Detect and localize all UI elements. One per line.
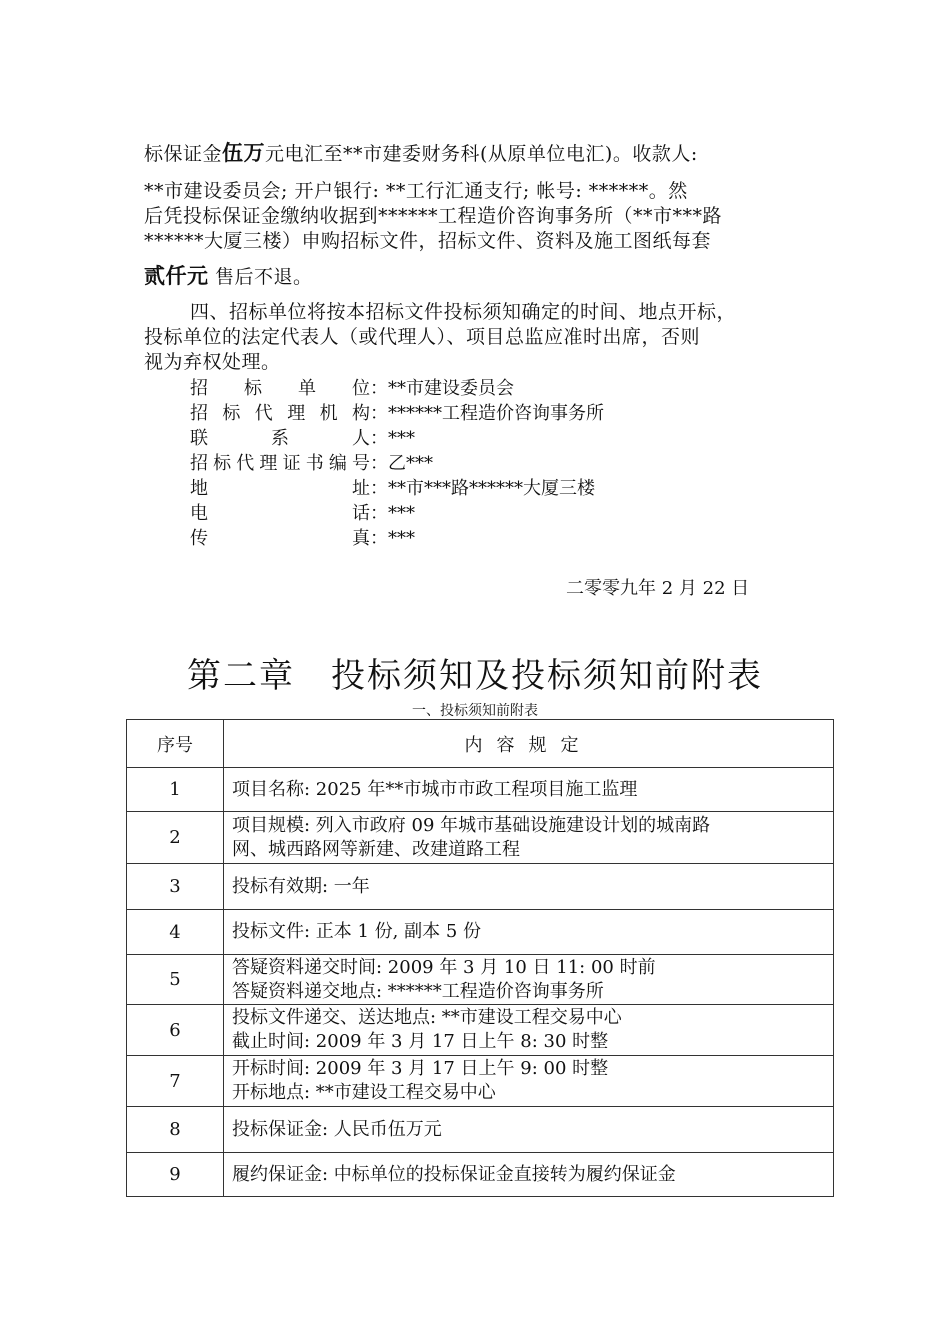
table-row: [127, 1005, 834, 1056]
row-num: 5: [127, 955, 224, 1005]
info-label: 招标代理证书编号: [190, 453, 370, 474]
info-row: [190, 399, 604, 425]
row-text: 项目名称: 2025 年**市城市市政工程项目施工监理: [232, 778, 638, 800]
row-num: 1: [127, 768, 224, 812]
table-row: [127, 864, 834, 910]
row-num: 3: [127, 864, 224, 910]
row-content: [224, 812, 834, 864]
text-run: 售后不退。: [208, 266, 313, 288]
row-num: 9: [127, 1153, 224, 1197]
header-content: 内容规定: [224, 720, 834, 768]
info-label: 招标单位: [190, 378, 370, 399]
text-line: 视为弃权处理。: [144, 351, 281, 373]
info-row: [190, 474, 595, 500]
row-content: [224, 864, 834, 910]
info-label: 传真: [190, 528, 370, 549]
row-text: 答疑资料递交时间: 2009 年 3 月 10 日 11: 00 时前: [232, 956, 656, 978]
row-text: 开标时间: 2009 年 3 月 17 日上午 9: 00 时整: [232, 1058, 609, 1079]
row-content: [224, 1056, 834, 1107]
row-text: 投标文件递交、送达地点: **市建设工程交易中心: [232, 1007, 622, 1028]
row-text: 投标保证金: 人民币伍万元: [232, 1118, 442, 1140]
info-row: [190, 524, 415, 550]
row-num: 7: [127, 1056, 224, 1107]
table-row: [127, 910, 834, 955]
notice-table: [126, 719, 834, 1197]
row-content: [224, 955, 834, 1005]
info-row: [190, 499, 415, 525]
row-content: [224, 910, 834, 955]
text-line: **市建设委员会; 开户银行: **工行汇通支行; 帐号: ******。然: [144, 180, 688, 202]
info-label: 联系人: [190, 428, 370, 449]
row-content: [224, 1153, 834, 1197]
row-num: 4: [127, 910, 224, 955]
info-value: ：**市***路******大厦三楼: [370, 478, 595, 499]
row-content: [224, 1005, 834, 1056]
row-text: 开标地点: **市建设工程交易中心: [232, 1082, 496, 1103]
info-row: [190, 374, 514, 400]
row-text: 项目规模: 列入市政府 09 年城市基础设施建设计划的城南路: [232, 814, 711, 836]
text-line: ******大厦三楼）申购招标文件，招标文件、资料及施工图纸每套: [144, 230, 712, 252]
info-label: 电话: [190, 503, 370, 524]
table-row: [127, 1153, 834, 1197]
text-line: 后凭投标保证金缴纳收据到******工程造价咨询事务所（**市***路: [144, 205, 723, 227]
info-value: ：乙***: [370, 453, 433, 474]
row-text: 截止时间: 2009 年 3 月 17 日上午 8: 30 时整: [232, 1031, 609, 1052]
text-line: [144, 260, 313, 290]
table-row: [127, 955, 834, 1005]
row-num: 2: [127, 812, 224, 864]
text-line: [144, 137, 698, 167]
table-row: [127, 812, 834, 864]
row-text: 答疑资料递交地点: ******工程造价咨询事务所: [232, 980, 604, 1002]
table-header-row: [127, 720, 834, 768]
text-line: 投标单位的法定代表人（或代理人）、项目总监应准时出席，否则: [144, 326, 701, 348]
row-text: 投标文件: 正本 1 份, 副本 5 份: [232, 921, 482, 942]
table-caption: 一、投标须知前附表: [412, 703, 538, 719]
info-label: 招标代理机构: [190, 403, 370, 424]
row-text: 履约保证金: 中标单位的投标保证金直接转为履约保证金: [232, 1163, 676, 1185]
row-content: [224, 1107, 834, 1153]
info-value: ：**市建设委员会: [370, 378, 514, 399]
table-row: [127, 1056, 834, 1107]
header-num: 序号: [127, 720, 224, 768]
row-content: [224, 768, 834, 812]
row-num: 8: [127, 1107, 224, 1153]
text-bold: 伍万: [222, 140, 266, 165]
table-row: [127, 768, 834, 812]
info-value: ：***: [370, 503, 415, 524]
chapter-title: 第二章 投标须知及投标须知前附表: [187, 656, 763, 696]
text-run: 标保证金: [144, 143, 223, 165]
info-value: ：***: [370, 428, 415, 449]
row-num: 6: [127, 1005, 224, 1056]
row-text: 网、城西路网等新建、改建道路工程: [232, 838, 520, 860]
info-value: ：***: [370, 528, 415, 549]
info-value: ：******工程造价咨询事务所: [370, 403, 604, 424]
document-date: 二零零九年 2 月 22 日: [566, 578, 750, 599]
info-row: [190, 424, 415, 450]
table-row: [127, 1107, 834, 1153]
info-row: [190, 449, 433, 475]
text-bold: 贰仟元: [144, 263, 209, 288]
text-run: 元电汇至**市建委财务科(从原单位电汇)。收款人:: [265, 143, 698, 165]
row-text: 投标有效期: 一年: [232, 875, 370, 897]
info-label: 地址: [190, 478, 370, 499]
text-line: 四、招标单位将按本招标文件投标须知确定的时间、地点开标，: [190, 301, 737, 323]
